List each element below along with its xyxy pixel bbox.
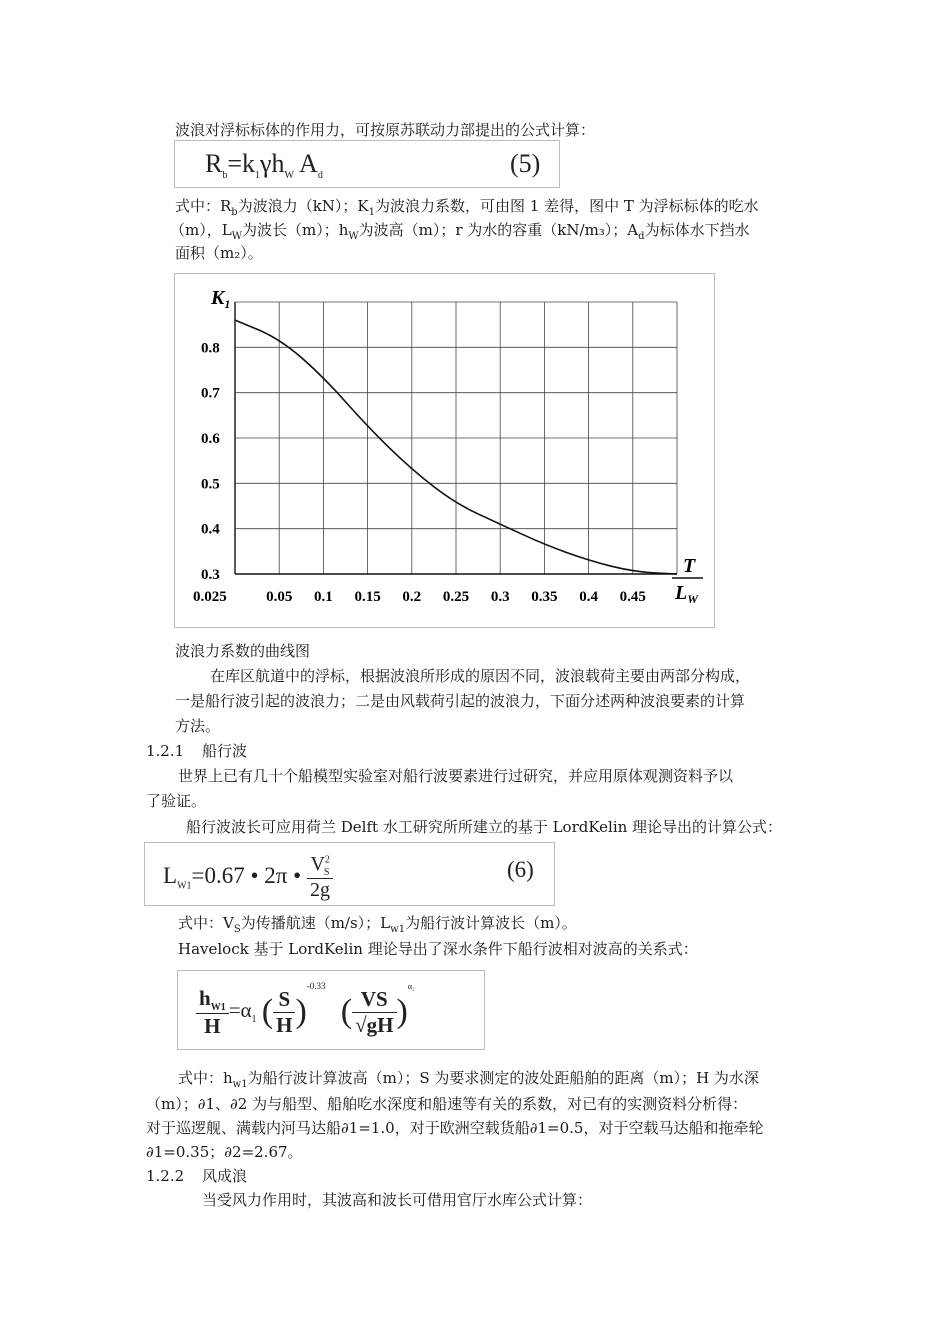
paragraph-2-line-1: 世界上已有几十个船模型实验室对船行波要素进行过研究，并应用原体观测资料予以 bbox=[178, 767, 734, 785]
x-tick-label: 0.05 bbox=[266, 589, 293, 605]
paragraph-2-line-2: 了验证。 bbox=[146, 792, 207, 810]
chart-grid bbox=[235, 302, 677, 574]
eq5-definition-line-1: 式中：$R_b$为波浪力（kN）；$K_1$为波浪力系数，可由图 1 差得，图中 T 为浮标标体的吃水 bbox=[175, 197, 759, 218]
equation-5-formula: $R_b=k_1\gamma h_W$ $A_d$ bbox=[205, 149, 323, 182]
chart-x-ticks bbox=[193, 589, 646, 605]
paragraph-5: 当受风力作用时，其波高和波长可借用官厅水库公式计算： bbox=[202, 1191, 593, 1209]
section-1-2-1-title: 船行波 bbox=[202, 742, 248, 760]
x-tick-label: 0.2 bbox=[402, 589, 422, 605]
x-tick-label: 0.3 bbox=[490, 589, 510, 605]
paragraph-1-line-2: 一是船行波引起的波浪力；二是由风载荷引起的波浪力，下面分述两种波浪要素的计算 bbox=[175, 692, 746, 710]
equation-6-box bbox=[144, 842, 555, 906]
eq7-definition-line-4: ∂1=0.35；∂2=2.67。 bbox=[146, 1143, 303, 1161]
equation-5-box bbox=[174, 140, 560, 188]
x-axis-label-top: T bbox=[683, 555, 696, 577]
chart-frame bbox=[174, 273, 715, 628]
eq5-definition-line-3: 面积（m₂）。 bbox=[175, 244, 263, 262]
eq7-definition-line-1: 式中：$h_{w1}$为船行波计算波高（m）；S 为要求测定的波处距船舶的距离（m）；H 为水深 bbox=[178, 1069, 759, 1090]
y-tick-label: 0.7 bbox=[201, 385, 220, 402]
equation-6-formula: $L_{W1}=0.67$ • 2π • $\frac{V^2_S}{2g}$ bbox=[163, 853, 333, 902]
paragraph-1-line-3: 方法。 bbox=[175, 717, 221, 735]
chart-y-ticks bbox=[201, 340, 220, 583]
x-tick-label: 0.45 bbox=[619, 589, 646, 605]
x-tick-label: 0.35 bbox=[531, 589, 558, 605]
section-1-2-2-title: 风成浪 bbox=[202, 1167, 248, 1185]
x-tick-label: 0.4 bbox=[579, 589, 598, 605]
y-tick-label: 0.3 bbox=[201, 567, 220, 583]
y-tick-label: 0.8 bbox=[201, 340, 220, 357]
y-tick-label: 0.5 bbox=[201, 476, 220, 493]
equation-6-number: (6) bbox=[507, 857, 534, 882]
x-tick-label: 0.25 bbox=[442, 589, 470, 605]
eq7-definition-line-3: 对于巡逻舰、满载内河马达船∂1=1.0，对于欧洲空载货船∂1=0.5，对于空载马达船和拖牵轮 bbox=[146, 1119, 764, 1137]
x-axis-label-bottom: $L_W$ bbox=[675, 582, 698, 606]
wave-force-coefficient-chart bbox=[175, 274, 714, 627]
intro-text: 波浪对浮标标体的作用力，可按原苏联动力部提出的公式计算： bbox=[175, 121, 596, 139]
paragraph-3: 船行波波长可应用荷兰 Delft 水工研究所所建立的基于 LordKelin 理论导出的计算公式： bbox=[186, 818, 783, 836]
paragraph-1-line-1: 在库区航道中的浮标，根据波浪所形成的原因不同，波浪载荷主要由两部分构成， bbox=[210, 667, 751, 685]
equation-7-formula: $\frac{h_{W1}}{H}$ $=\alpha_1$ ( $\frac{S}{H}$ )$^{-0.33}$ ( $\frac{VS}{√gH}$ )$^{\alpha_2}$ bbox=[196, 981, 415, 1039]
paragraph-4: Havelock 基于 LordKelin 理论导出了深水条件下船行波相对波高的关系式： bbox=[178, 940, 698, 958]
y-tick-label: 0.6 bbox=[201, 431, 220, 447]
equation-7-box bbox=[177, 970, 485, 1050]
section-1-2-2-number: 1.2.2 bbox=[146, 1167, 185, 1185]
y-tick-label: 0.4 bbox=[201, 521, 220, 538]
x-tick-label: 0.15 bbox=[354, 589, 381, 605]
eq6-definition: 式中：$V_S$为传播航速（m/s）；$L_{w1}$为船行波计算波长（m）。 bbox=[178, 914, 577, 935]
eq5-definition-line-2: （m），$L_W$为波长（m）；$h_W$为波高（m）；r 为水的容重（kN/m₃）；$A_d$为标体水下挡水 bbox=[170, 221, 750, 242]
section-1-2-1-number: 1.2.1 bbox=[146, 742, 185, 760]
equation-5-number: (5) bbox=[510, 149, 541, 178]
y-axis-label: $K_1$ bbox=[211, 287, 231, 311]
eq7-definition-line-2: （m）；∂1、∂2 为与船型、船舶吃水深度和船速等有关的系数，对已有的实测资料分析得： bbox=[146, 1095, 748, 1113]
chart-caption: 波浪力系数的曲线图 bbox=[175, 642, 311, 660]
x-tick-label: 0.025 bbox=[193, 589, 227, 605]
x-tick-label: 0.1 bbox=[314, 589, 333, 605]
